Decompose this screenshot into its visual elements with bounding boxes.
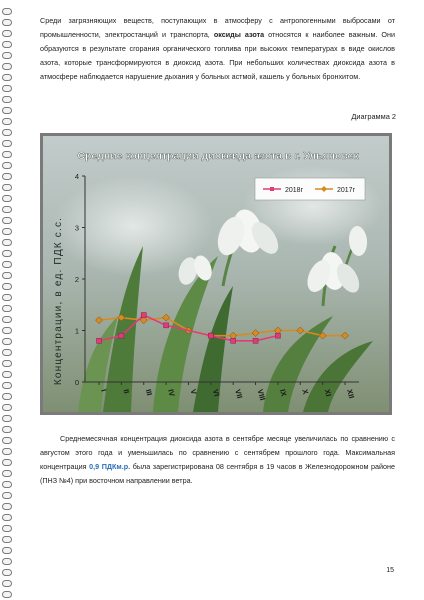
y-tick-label: 1	[74, 326, 79, 336]
binding-ring	[2, 283, 12, 290]
binding-ring	[2, 96, 12, 103]
binding-ring	[2, 536, 12, 543]
max-concentration-value: 0,9 ПДКм.р.	[89, 462, 131, 471]
binding-ring	[2, 294, 12, 301]
data-point	[275, 333, 280, 338]
legend-label: 2017г	[337, 187, 356, 194]
binding-ring	[2, 41, 12, 48]
binding-ring	[2, 481, 12, 488]
binding-ring	[2, 8, 12, 15]
binding-ring	[2, 85, 12, 92]
y-tick-label: 4	[74, 172, 79, 181]
binding-ring	[2, 52, 12, 59]
spiral-binding	[0, 0, 16, 600]
binding-ring	[2, 448, 12, 455]
x-tick-label: VIII	[255, 388, 268, 402]
binding-ring	[2, 558, 12, 565]
binding-ring	[2, 107, 12, 114]
summary-max-intro: Максимальная концентрация	[40, 448, 396, 471]
binding-ring	[2, 206, 12, 213]
binding-ring	[2, 228, 12, 235]
x-tick-label: III	[143, 388, 155, 397]
binding-ring	[2, 382, 12, 389]
binding-ring	[2, 437, 12, 444]
binding-ring	[2, 404, 12, 411]
binding-ring	[2, 360, 12, 367]
x-tick-label: VII	[233, 388, 245, 400]
y-tick-label: 3	[74, 223, 79, 233]
binding-ring	[2, 195, 12, 202]
binding-ring	[2, 525, 12, 532]
data-point	[208, 333, 213, 338]
binding-ring	[2, 140, 12, 147]
binding-ring	[2, 30, 12, 37]
x-tick-label: X	[300, 388, 311, 396]
intro-text: Среди загрязняющих веществ, поступающих в атмосферу с антропогенными выбросами от промышленности, электростанций и транспорта,	[40, 16, 395, 39]
chart-legend	[255, 178, 365, 200]
binding-ring	[2, 74, 12, 81]
x-tick-label: XII	[345, 388, 357, 400]
binding-ring	[2, 503, 12, 510]
binding-ring	[2, 580, 12, 587]
binding-ring	[2, 316, 12, 323]
binding-ring	[2, 349, 12, 356]
data-point	[141, 313, 146, 318]
binding-ring	[2, 371, 12, 378]
binding-ring	[2, 272, 12, 279]
binding-ring	[2, 569, 12, 576]
data-point	[119, 333, 124, 338]
binding-ring	[2, 305, 12, 312]
binding-ring	[2, 261, 12, 268]
binding-ring	[2, 217, 12, 224]
x-tick-label: I	[99, 388, 109, 393]
binding-ring	[2, 547, 12, 554]
binding-ring	[2, 470, 12, 477]
binding-ring	[2, 184, 12, 191]
binding-ring	[2, 162, 12, 169]
x-tick-label: II	[121, 388, 132, 395]
y-axis-label: Концентрации, в ед. ПДК с.с.	[53, 216, 64, 386]
binding-ring	[2, 118, 12, 125]
binding-ring	[2, 415, 12, 422]
binding-ring	[2, 327, 12, 334]
data-point	[231, 338, 236, 343]
x-tick-label: VI	[210, 388, 222, 398]
chart-container	[40, 133, 392, 415]
summary-paragraph	[40, 432, 395, 488]
x-tick-label: IV	[166, 388, 177, 398]
binding-ring	[2, 250, 12, 257]
summary-text: Среднемесячная концентрация диоксида азота в сентябре месяце увеличилась по сравнению с августом этого года и уменьшилась по сравнению с сентябрем прошлого года.	[40, 434, 395, 457]
diagram-caption: Диаграмма 2	[351, 112, 396, 121]
x-tick-label: XI	[322, 388, 334, 398]
binding-ring	[2, 492, 12, 499]
data-point	[253, 338, 258, 343]
binding-ring	[2, 239, 12, 246]
x-tick-label: V	[188, 388, 199, 396]
intro-text-end: относятся к наиболее важным. Они образуются в результате сгорания органического топлива при высоких температурах в виде окислов азота, которые трансформируются в диоксид азота. При небольших количествах диоксида азота в атмосфере наблюдается нарушение дыхания у больных астмой, кашель у больных бронхитом.	[40, 30, 395, 81]
x-tick-label: IX	[277, 388, 289, 398]
intro-paragraph	[40, 14, 395, 84]
binding-ring	[2, 63, 12, 70]
binding-ring	[2, 426, 12, 433]
binding-ring	[2, 514, 12, 521]
chart-title: Средние концентрации диоксида азота в г. Ульяновск	[77, 150, 359, 162]
legend-marker	[270, 187, 274, 191]
data-point	[97, 338, 102, 343]
binding-ring	[2, 393, 12, 400]
binding-ring	[2, 173, 12, 180]
legend-label: 2018г	[285, 187, 304, 194]
intro-bold-term: оксиды азота	[213, 30, 265, 39]
binding-ring	[2, 129, 12, 136]
data-point	[164, 323, 169, 328]
y-tick-label: 0	[74, 378, 79, 387]
y-tick-label: 2	[74, 275, 79, 284]
binding-ring	[2, 591, 12, 598]
line-chart	[43, 136, 389, 412]
page-number: 15	[386, 567, 394, 574]
binding-ring	[2, 459, 12, 466]
summary-max-details: была зарегистрирована 08 сентября в 19 часов в Железнодорожном районе (ПНЗ №4) при восточном направлении ветра.	[40, 462, 395, 485]
binding-ring	[2, 151, 12, 158]
binding-ring	[2, 19, 12, 26]
binding-ring	[2, 338, 12, 345]
